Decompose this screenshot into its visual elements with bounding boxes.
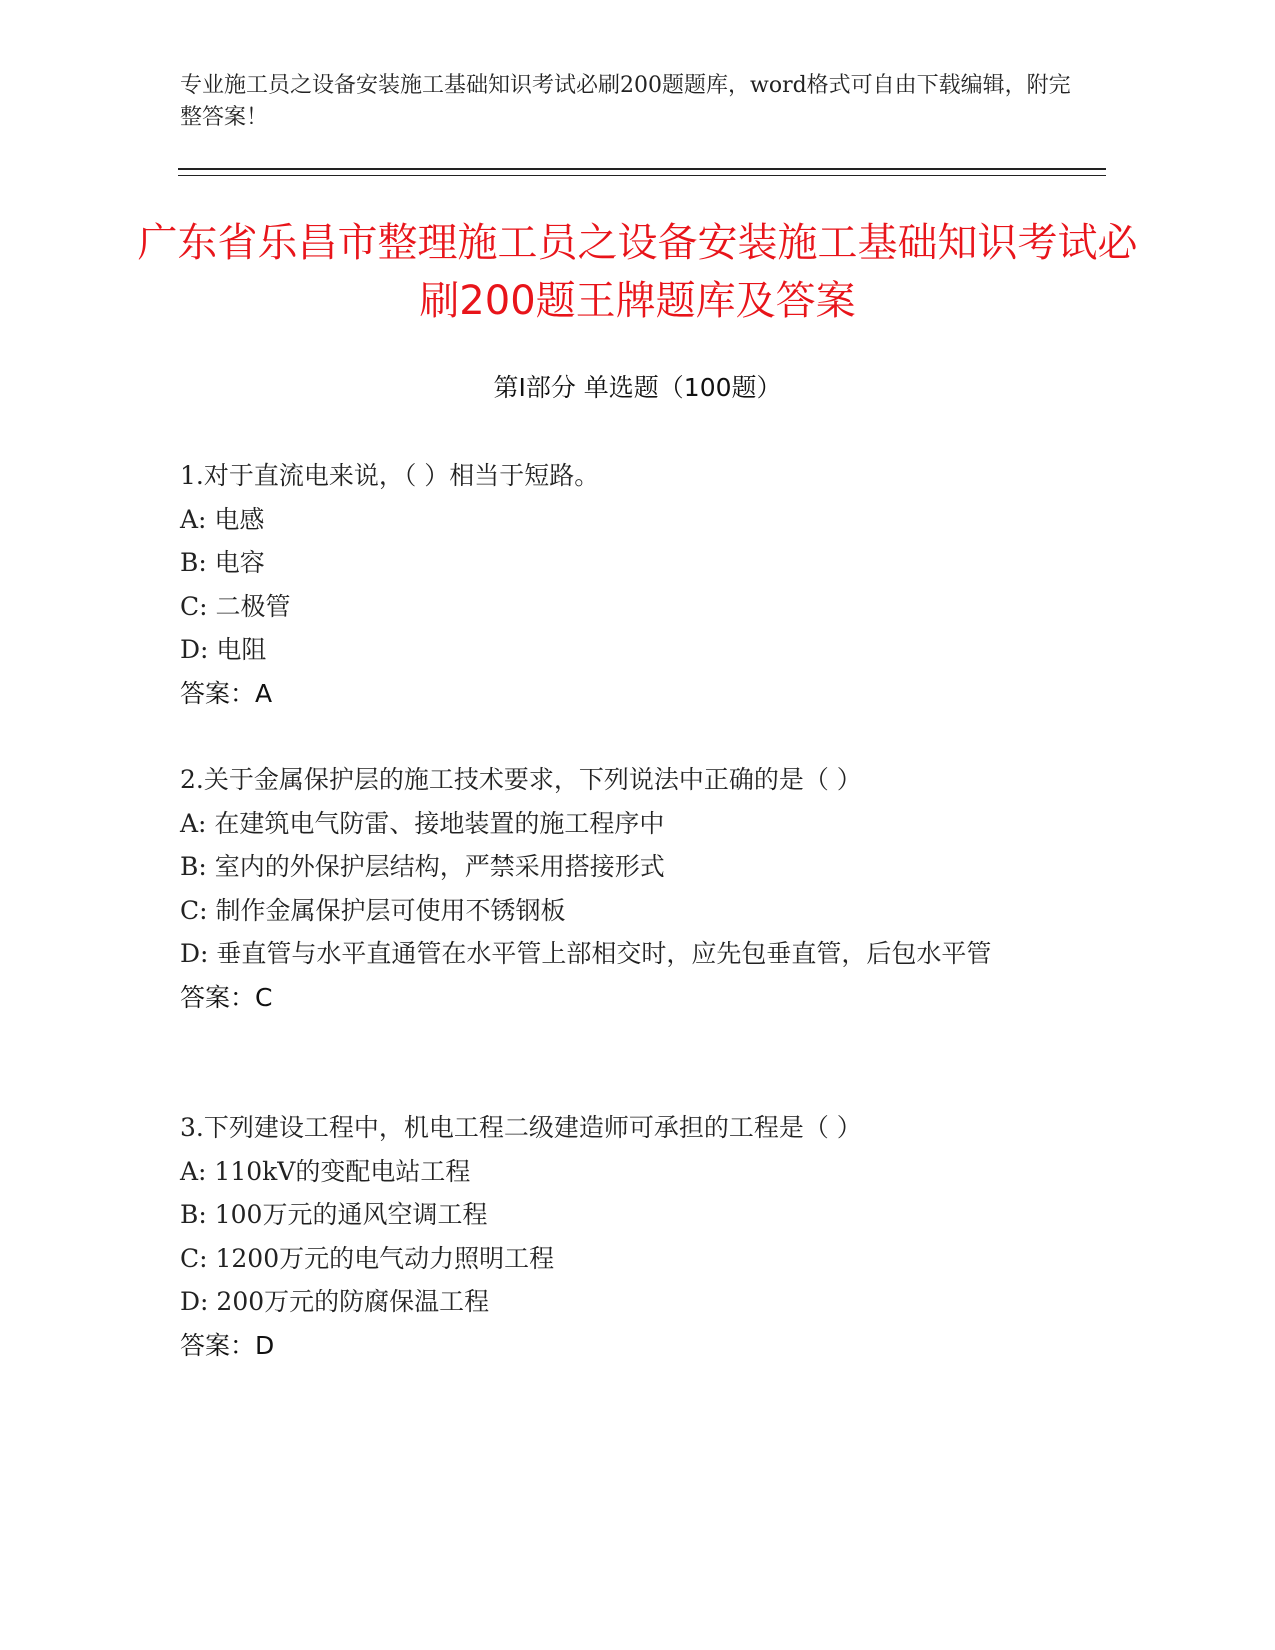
section-title: 第I部分 单选题（100题）: [493, 373, 782, 402]
option-d: D: 200万元的防腐保温工程: [180, 1287, 490, 1316]
option-a: A: 110kV的变配电站工程: [180, 1156, 471, 1186]
answer: 答案：C: [180, 982, 273, 1012]
question-text: 1.对于直流电来说，（ ）相当于短路。: [180, 461, 600, 490]
question-1: [180, 454, 1080, 715]
answer: 答案：A: [180, 678, 273, 708]
header-rule-thick: [178, 168, 1106, 170]
option-b: B: 100万元的通风空调工程: [180, 1200, 488, 1229]
option-c: C: 二极管: [180, 591, 291, 621]
question-text: 3.下列建设工程中，机电工程二级建造师可承担的工程是（ ）: [180, 1113, 862, 1142]
option-b: B: 室内的外保护层结构，严禁采用搭接形式: [180, 852, 665, 881]
question-text: 2.关于金属保护层的施工技术要求，下列说法中正确的是（ ）: [180, 765, 862, 794]
document-title: 广东省乐昌市整理施工员之设备安装施工基础知识考试必刷200题王牌题库及答案: [137, 220, 1138, 324]
header-note: 专业施工员之设备安装施工基础知识考试必刷200题题库，word格式可自由下载编辑，附完整答案！: [180, 73, 1071, 130]
option-b: B: 电容: [180, 548, 265, 577]
question-3: [180, 1106, 1080, 1367]
option-d: D: 垂直管与水平直通管在水平管上部相交时，应先包垂直管，后包水平管: [180, 939, 992, 968]
answer: 答案：D: [180, 1330, 275, 1360]
question-2: [180, 758, 1080, 1019]
option-a: A: 电感: [180, 504, 265, 534]
option-c: C: 制作金属保护层可使用不锈钢板: [180, 895, 566, 925]
option-d: D: 电阻: [180, 635, 267, 664]
option-a: A: 在建筑电气防雷、接地装置的施工程序中: [180, 808, 665, 838]
header-rule-thin: [178, 175, 1106, 176]
option-c: C: 1200万元的电气动力照明工程: [180, 1243, 555, 1273]
